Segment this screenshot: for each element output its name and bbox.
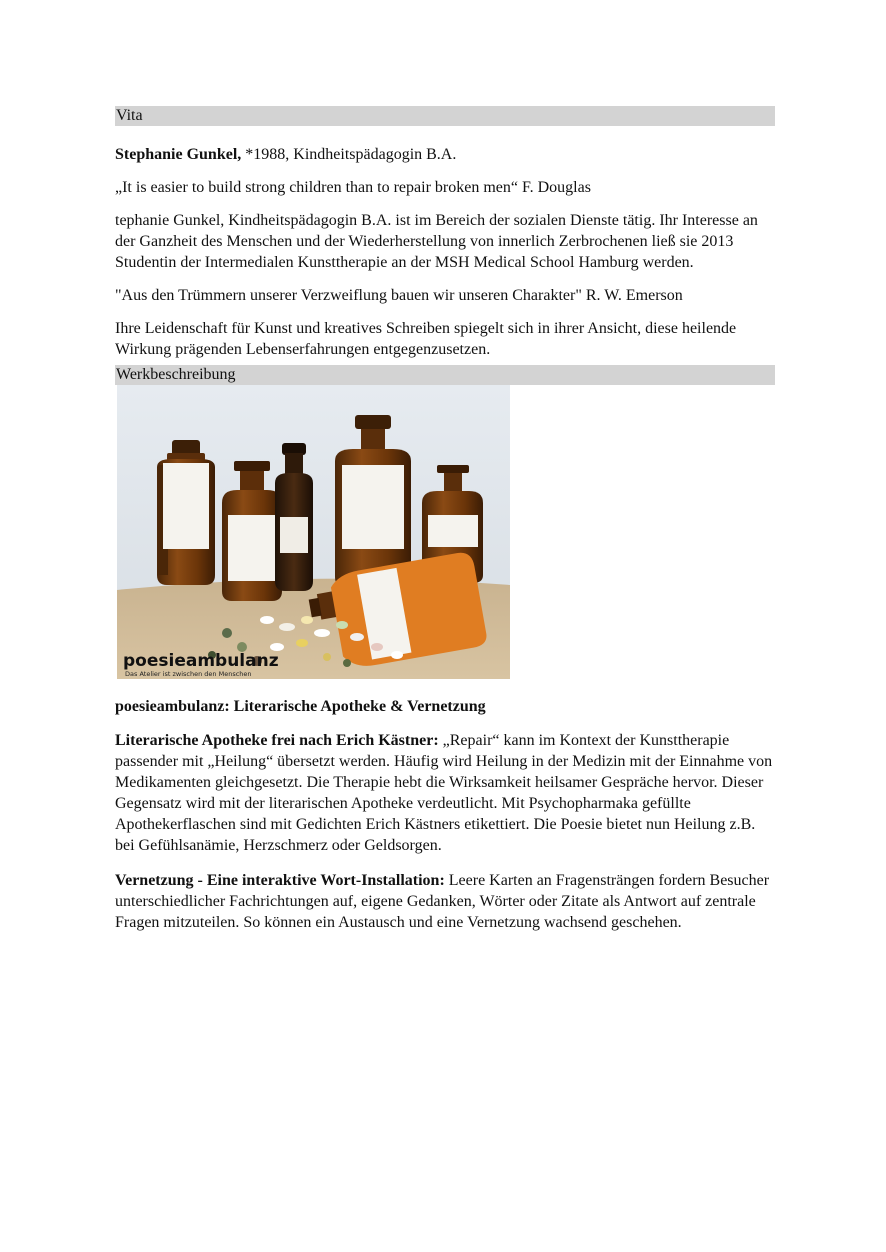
work-title: poesieambulanz: Literarische Apotheke & Vernetzung <box>115 698 486 715</box>
apotheke-paragraph <box>115 730 775 856</box>
apotheke-text: „Repair“ kann im Kontext der Kunsttherapie passender mit „Heilung“ übersetzt werden. Häufig wird Heilung in der Medizin mit der Einnahme von Medikamenten gleichgesetzt. Die Therapie hebt die Wirksamkeit heilsamer Gespräche hervor. Dieser Gegensatz wird mit der literarischen Apotheke verdeutlicht. Mit Psychopharmaka gefüllte Apothekerflaschen sind mit Gedichten Erich Kästners etikettiert. Die Poesie bietet nun Heilung z.B. bei Gefühlsanämie, Herzschmerz oder Geldsorgen. <box>115 732 773 854</box>
poesieambulanz-logo: poesieambulanz <box>123 651 279 671</box>
quote-emerson: "Aus den Trümmern unserer Verzweiflung bauen wir unseren Charakter" R. W. Emerson <box>115 287 683 304</box>
vernetzung-text: Leere Karten an Fragensträngen fordern Besucher unterschiedlicher Fachrichtungen auf, eigene Gedanken, Wörter oder Zitate als Antwort auf zentrale Fragen mitzuteilen. So können ein Austausch und eine Vernetzung wachsend geschehen. <box>115 872 770 931</box>
logo-subtitle: Das Atelier ist zwischen den Menschen <box>125 670 252 678</box>
vernetzung-label: Vernetzung - Eine interaktive Wort-Installation: <box>115 872 445 889</box>
apotheke-label: Literarische Apotheke frei nach Erich Kästner: <box>115 732 439 749</box>
bio-paragraph: tephanie Gunkel, Kindheitspädagogin B.A. ist im Bereich der sozialen Dienste tätig. Ihr Interesse an der Ganzheit des Menschen und der Wiederherstellung von innerlich Zerbrochenen ließ sie 2013 Studentin der Intermedialen Kunsttherapie an der MSH Medical School Hamburg werden. <box>115 212 758 271</box>
author-details: *1988, Kindheitspädagogin B.A. <box>241 146 457 163</box>
vernetzung-paragraph <box>115 870 775 933</box>
section-header-werkbeschreibung: Werkbeschreibung <box>115 365 775 385</box>
author-name: Stephanie Gunkel, <box>115 146 242 163</box>
artwork-photo <box>117 385 510 679</box>
bottle-large-left <box>157 440 215 585</box>
passion-paragraph: Ihre Leidenschaft für Kunst und kreatives Schreiben spiegelt sich in ihrer Ansicht, diese heilende Wirkung prägenden Lebenserfahrungen entgegenzusetzen. <box>115 320 737 358</box>
pharmacy-bottles-image <box>117 385 510 679</box>
document-page <box>115 106 775 933</box>
section-header-vita: Vita <box>115 106 775 126</box>
author-line <box>115 144 775 165</box>
quote-douglas: „It is easier to build strong children than to repair broken men“ F. Douglas <box>115 179 591 196</box>
